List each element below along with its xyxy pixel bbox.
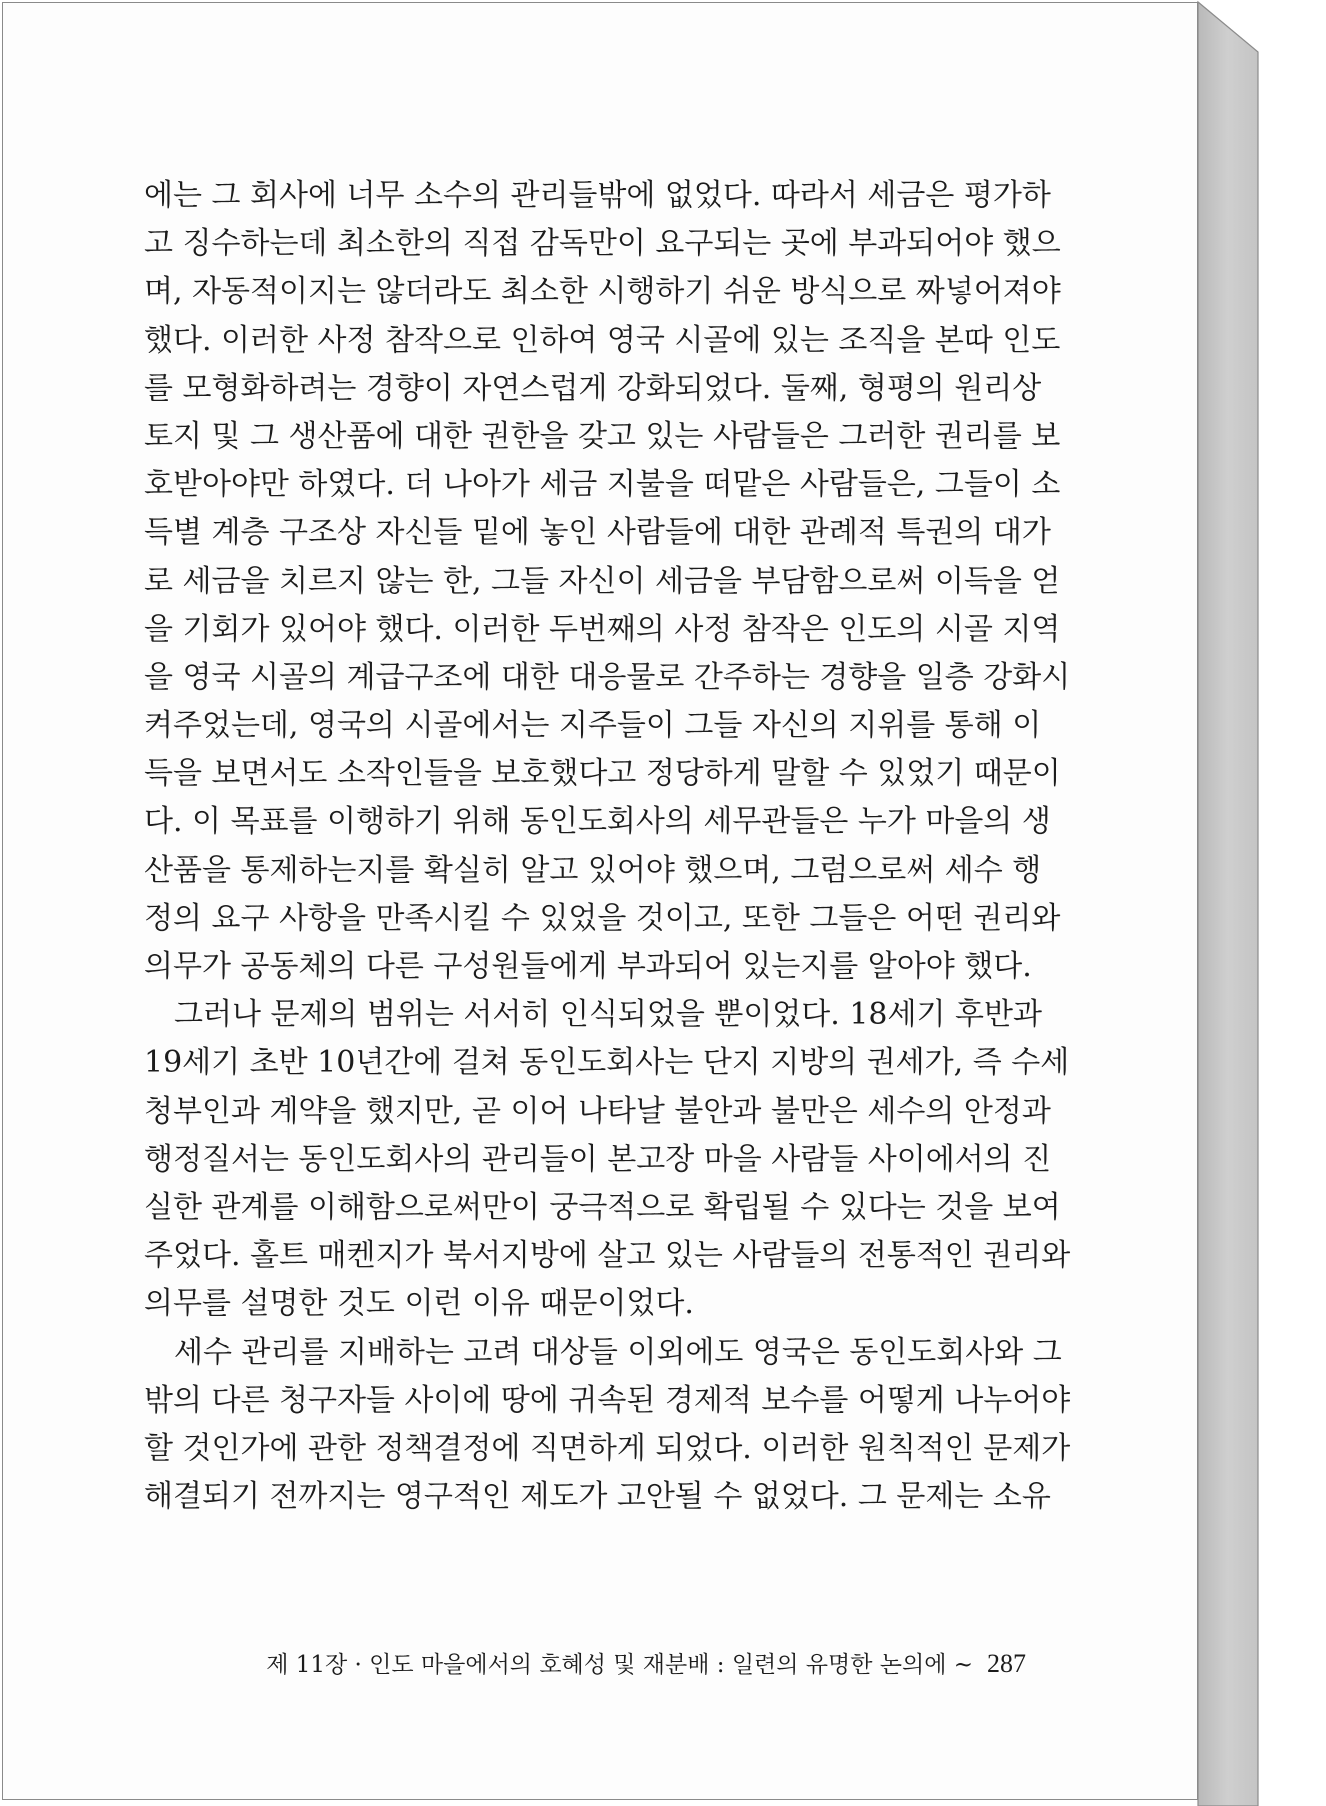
text-line: 득별 계층 구조상 자신들 밑에 놓인 사람들에 대한 관례적 특권의 대가 xyxy=(144,515,1051,551)
text-line: 밖의 다른 청구자들 사이에 땅에 귀속된 경제적 보수를 어떻게 나누어야 xyxy=(144,1382,1071,1418)
text-line: 토지 및 그 생산품에 대한 권한을 갖고 있는 사람들은 그러한 권리를 보 xyxy=(144,418,1061,454)
text-line: 실한 관계를 이해함으로써만이 궁극적으로 확립될 수 있다는 것을 보여 xyxy=(144,1189,1061,1225)
text-line: 켜주었는데, 영국의 시골에서는 지주들이 그들 자신의 지위를 통해 이 xyxy=(144,708,1042,744)
body-text xyxy=(144,172,1071,1521)
page-number: 287 xyxy=(987,1649,1026,1678)
text-line: 했다. 이러한 사정 참작으로 인하여 영국 시골에 있는 조직을 본따 인도 xyxy=(144,322,1061,358)
text-line: 세수 관리를 지배하는 고려 대상들 이외에도 영국은 동인도회사와 그 xyxy=(174,1334,1062,1370)
text-line: 의무가 공동체의 다른 구성원들에게 부과되어 있는지를 알아야 했다. xyxy=(144,949,1032,984)
text-line: 을 영국 시골의 계급구조에 대한 대응물로 간주하는 경향을 일층 강화시 xyxy=(144,659,1071,695)
text-line: 로 세금을 치르지 않는 한, 그들 자신이 세금을 부담함으로써 이득을 얻 xyxy=(144,563,1061,599)
running-footer xyxy=(226,1646,1026,1679)
text-line: 고 징수하는데 최소한의 직접 감독만이 요구되는 곳에 부과되어야 했으 xyxy=(144,226,1061,262)
text-line: 를 모형화하려는 경향이 자연스럽게 강화되었다. 둘째, 형평의 원리상 xyxy=(144,370,1042,406)
text-line: 해결되기 전까지는 영구적인 제도가 고안될 수 없었다. 그 문제는 소유 xyxy=(144,1479,1051,1515)
text-line: 청부인과 계약을 했지만, 곧 이어 나타날 불안과 불만은 세수의 안정과 xyxy=(144,1093,1051,1129)
text-line: 19세기 초반 10년간에 걸쳐 동인도회사는 단지 지방의 권세가, 즉 수세 xyxy=(144,1045,1070,1081)
text-line: 호받아야만 하였다. 더 나아가 세금 지불을 떠맡은 사람들은, 그들이 소 xyxy=(144,467,1061,503)
text-line: 할 것인가에 관한 정책결정에 직면하게 되었다. 이러한 원칙적인 문제가 xyxy=(144,1430,1071,1466)
text-line: 주었다. 홀트 매켄지가 북서지방에 살고 있는 사람들의 전통적인 권리와 xyxy=(144,1238,1071,1274)
text-line: 산품을 통제하는지를 확실히 알고 있어야 했으며, 그럼으로써 세수 행 xyxy=(144,852,1042,888)
running-title: 제 11장 · 인도 마을에서의 호혜성 및 재분배 : 일련의 유명한 논의에 ~ xyxy=(266,1652,973,1678)
text-line: 에는 그 회사에 너무 소수의 관리들밖에 없었다. 따라서 세금은 평가하 xyxy=(144,178,1051,213)
text-line: 그러나 문제의 범위는 서서히 인식되었을 뿐이었다. 18세기 후반과 xyxy=(174,997,1042,1033)
text-line: 며, 자동적이지는 않더라도 최소한 시행하기 쉬운 방식으로 짜넣어져야 xyxy=(144,274,1061,310)
text-line: 을 기회가 있어야 했다. 이러한 두번째의 사정 참작은 인도의 시골 지역 xyxy=(144,611,1061,647)
text-line: 다. 이 목표를 이행하기 위해 동인도회사의 세무관들은 누가 마을의 생 xyxy=(144,804,1051,840)
text-line: 득을 보면서도 소작인들을 보호했다고 정당하게 말할 수 있었기 때문이 xyxy=(144,756,1061,792)
text-line: 정의 요구 사항을 만족시킬 수 있었을 것이고, 또한 그들은 어떤 권리와 xyxy=(144,900,1061,936)
text-line: 의무를 설명한 것도 이런 이유 때문이었다. xyxy=(144,1286,694,1322)
text-line: 행정질서는 동인도회사의 관리들이 본고장 마을 사람들 사이에서의 진 xyxy=(144,1141,1052,1177)
